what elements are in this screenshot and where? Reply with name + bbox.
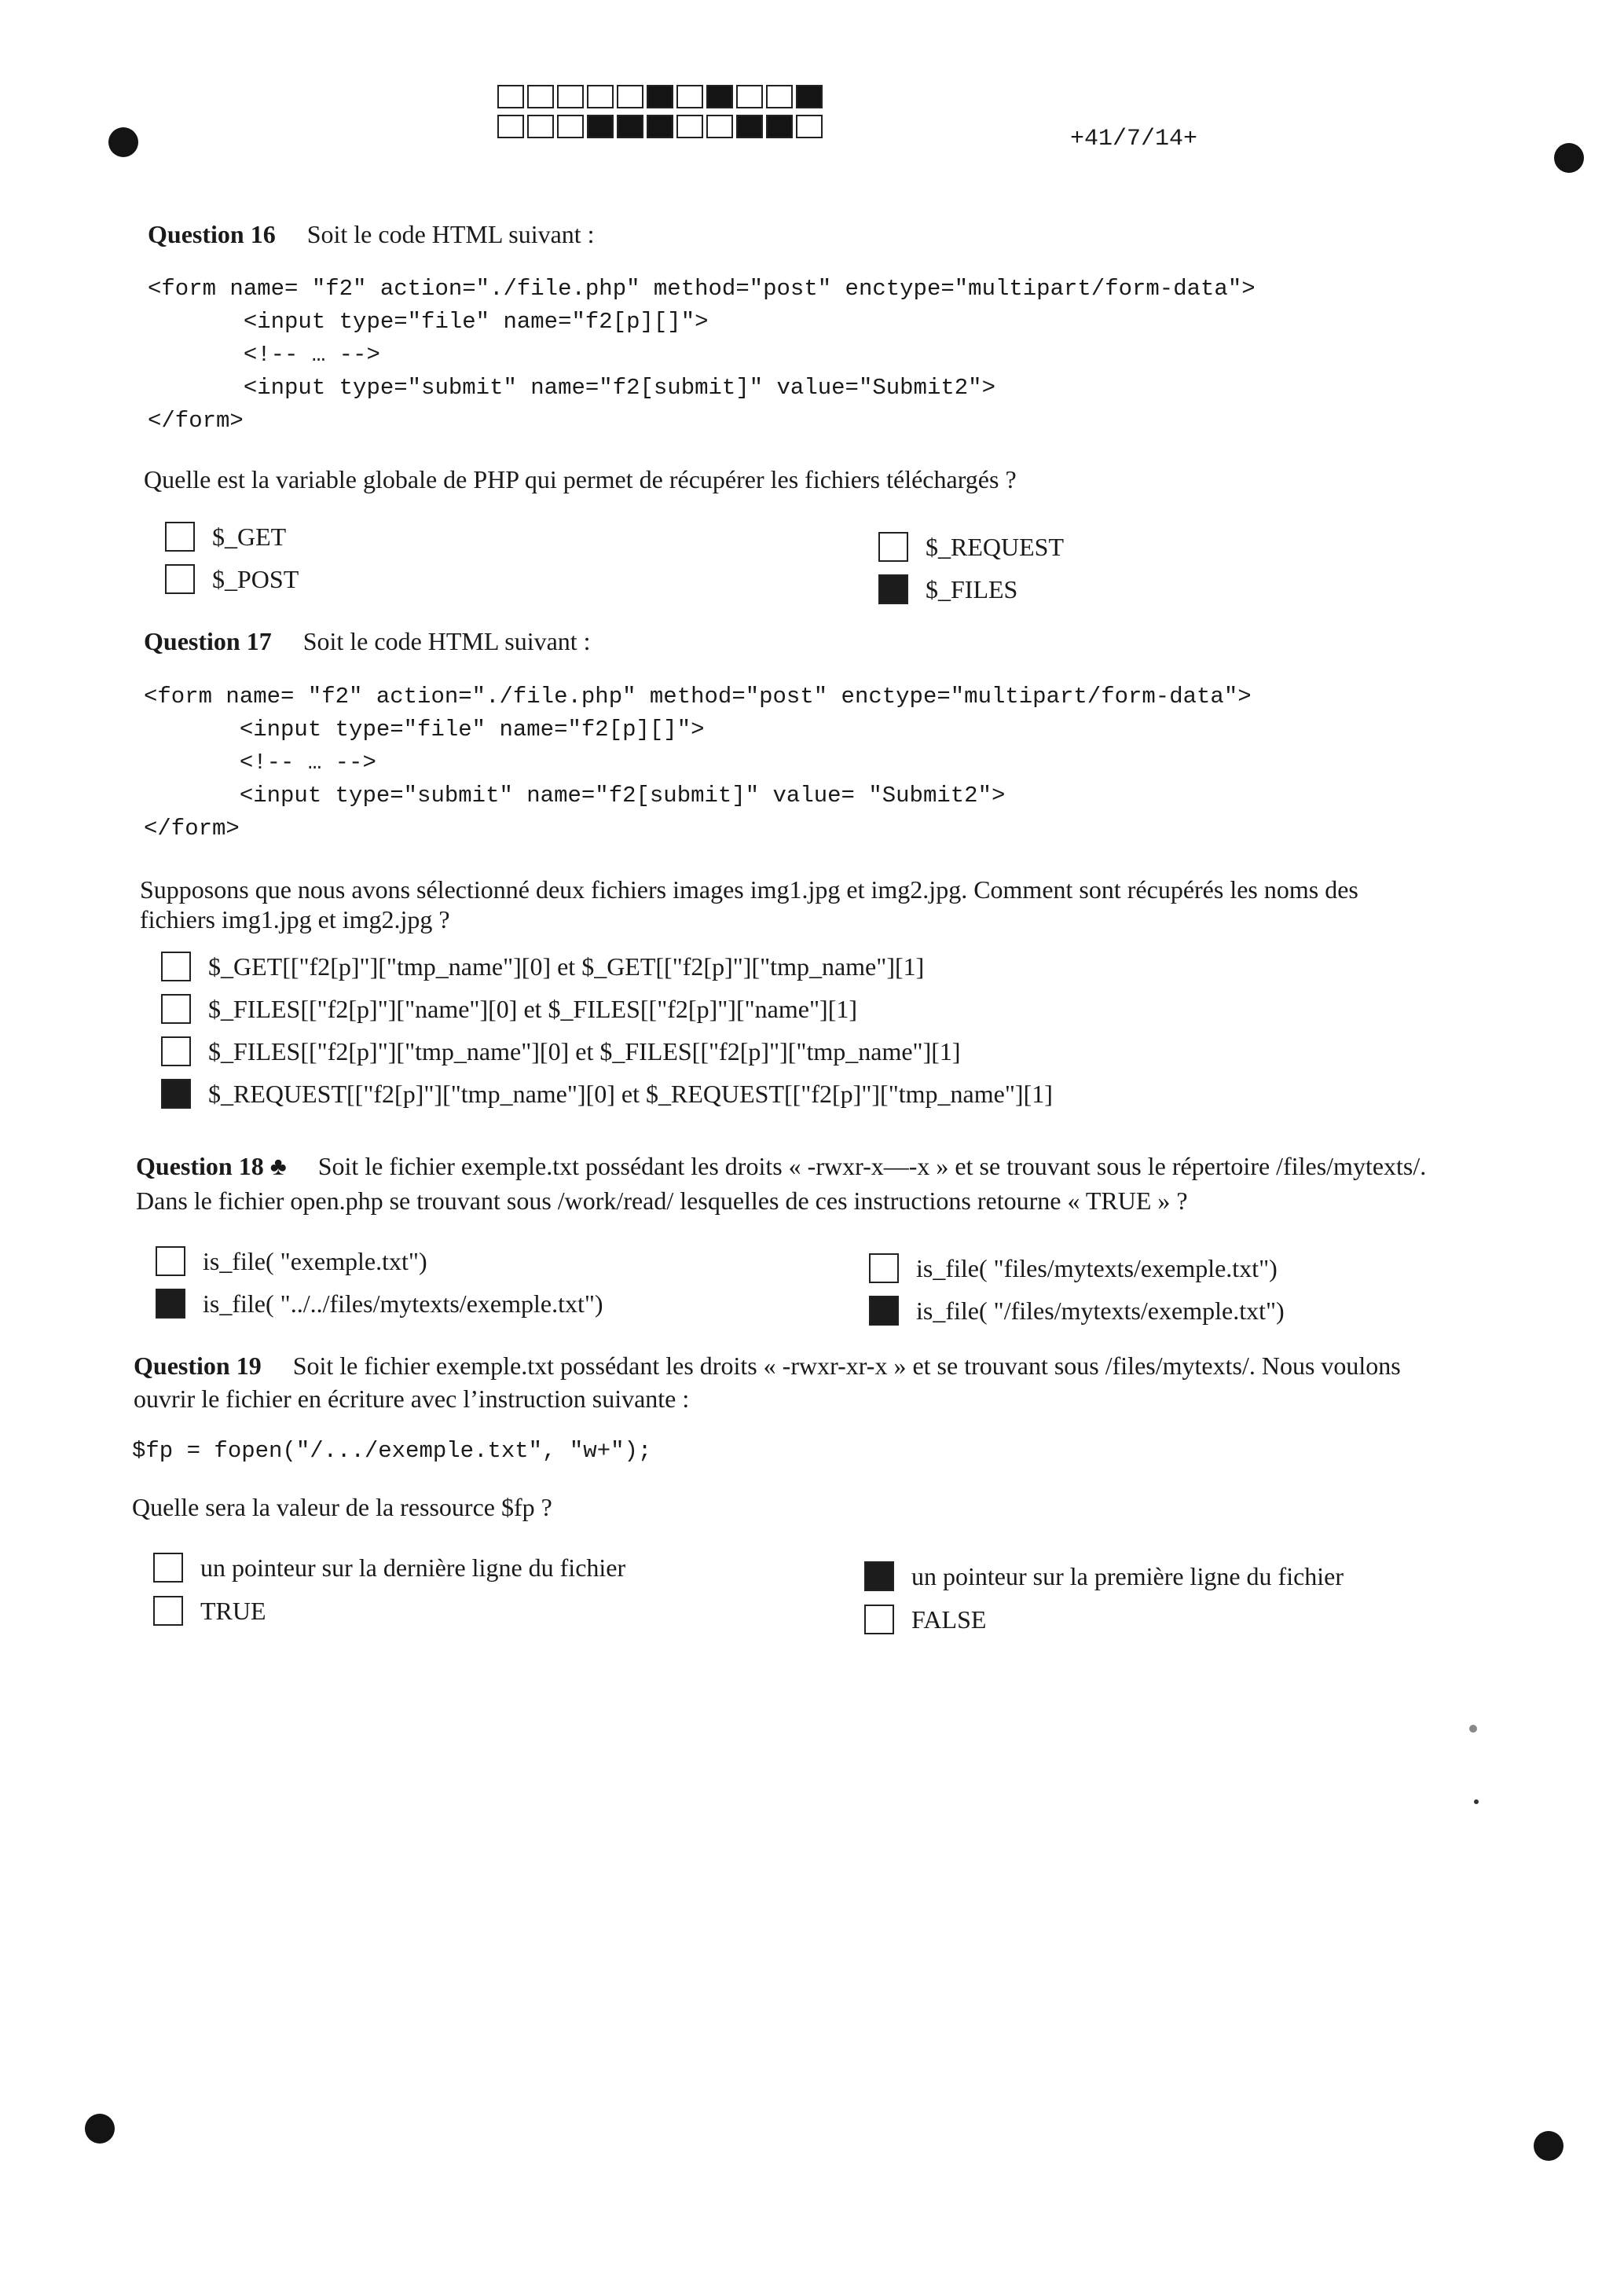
option-label: un pointeur sur la dernière ligne du fichier bbox=[200, 1553, 626, 1582]
code-cell bbox=[557, 115, 584, 138]
question-17-code bbox=[144, 680, 1252, 845]
question-16-label: Question 16 bbox=[148, 220, 276, 248]
scan-speck bbox=[1474, 1799, 1479, 1804]
question-16-heading bbox=[148, 217, 595, 251]
code-cell bbox=[527, 85, 554, 108]
checkbox[interactable] bbox=[161, 1079, 191, 1109]
code-cell bbox=[736, 85, 763, 108]
question-19-label: Question 19 bbox=[134, 1352, 262, 1380]
registration-mark-bottom-left bbox=[85, 2114, 115, 2144]
question-16-text: Quelle est la variable globale de PHP qui permet de récupérer les fichiers téléchargés ? bbox=[144, 465, 1017, 493]
question-17-label: Question 17 bbox=[144, 627, 272, 655]
q19-option-2[interactable] bbox=[153, 1596, 266, 1626]
question-19-line-2: ouvrir le fichier en écriture avec l’instruction suivante : bbox=[134, 1385, 690, 1413]
id-code-row-2 bbox=[497, 115, 826, 138]
question-19-code: $fp = fopen("/.../exemple.txt", "w+"); bbox=[132, 1438, 652, 1464]
option-label: FALSE bbox=[911, 1605, 987, 1634]
question-19-line-1: Soit le fichier exemple.txt possédant les droits « -rwxr-xr-x » et se trouvant sous /files/mytexts/. Nous voulons bbox=[292, 1352, 1401, 1380]
code-cell bbox=[676, 115, 703, 138]
checkbox[interactable] bbox=[161, 1036, 191, 1066]
code-cell bbox=[796, 115, 823, 138]
q18-option-2[interactable] bbox=[156, 1289, 603, 1319]
registration-mark-bottom-right bbox=[1534, 2131, 1564, 2161]
code-cell bbox=[706, 115, 733, 138]
option-label: $_GET bbox=[212, 522, 287, 551]
option-label: TRUE bbox=[200, 1596, 266, 1625]
option-label: un pointeur sur la première ligne du fichier bbox=[911, 1561, 1344, 1590]
q17-option-2[interactable] bbox=[161, 994, 857, 1024]
checkbox[interactable] bbox=[161, 994, 191, 1024]
checkbox[interactable] bbox=[864, 1561, 894, 1591]
question-17-text-line-2: fichiers img1.jpg et img2.jpg ? bbox=[140, 905, 450, 933]
question-17-heading bbox=[144, 624, 591, 658]
q17-option-3[interactable] bbox=[161, 1036, 961, 1066]
checkbox[interactable] bbox=[878, 574, 908, 604]
code-line: <input type="file" name="f2[p][]"> bbox=[144, 717, 705, 743]
checkbox[interactable] bbox=[165, 564, 195, 594]
code-cell bbox=[706, 85, 733, 108]
checkbox[interactable] bbox=[165, 522, 195, 552]
code-cell bbox=[497, 115, 524, 138]
code-line: <input type="submit" name="f2[submit]" value= "Submit2"> bbox=[144, 783, 1006, 809]
code-cell bbox=[647, 115, 673, 138]
q19-option-4[interactable] bbox=[864, 1605, 986, 1634]
checkbox[interactable] bbox=[878, 532, 908, 562]
question-17-text-line-1: Supposons que nous avons sélectionné deux fichiers images img1.jpg et img2.jpg. Comment sont récupérés les noms des bbox=[140, 875, 1358, 904]
checkbox[interactable] bbox=[156, 1246, 185, 1276]
option-label: $_POST bbox=[212, 564, 299, 593]
code-cell bbox=[527, 115, 554, 138]
question-19-heading bbox=[134, 1348, 1401, 1383]
question-18-label: Question 18 bbox=[136, 1152, 264, 1180]
option-label: $_FILES bbox=[926, 574, 1018, 603]
code-line: <!-- … --> bbox=[148, 342, 380, 368]
q19-option-1[interactable] bbox=[153, 1553, 625, 1583]
q18-option-1[interactable] bbox=[156, 1246, 427, 1276]
code-line: <!-- … --> bbox=[144, 750, 376, 776]
option-label: is_file( "files/mytexts/exemple.txt") bbox=[916, 1253, 1278, 1282]
question-17-prompt: Soit le code HTML suivant : bbox=[302, 627, 591, 655]
code-cell bbox=[676, 85, 703, 108]
code-line: <form name= "f2" action="./file.php" method="post" enctype="multipart/form-data"> bbox=[144, 684, 1252, 710]
question-18-line-2: Dans le fichier open.php se trouvant sous /work/read/ lesquelles de ces instructions retourne « TRUE » ? bbox=[136, 1187, 1188, 1215]
id-code-row-1 bbox=[497, 85, 826, 108]
checkbox[interactable] bbox=[161, 952, 191, 981]
code-line: <input type="file" name="f2[p][]"> bbox=[148, 309, 709, 335]
q16-option-get[interactable] bbox=[165, 522, 286, 552]
club-icon: ♣ bbox=[269, 1152, 287, 1180]
question-16-code bbox=[148, 273, 1256, 438]
checkbox[interactable] bbox=[869, 1296, 899, 1326]
q17-option-1[interactable] bbox=[161, 952, 924, 981]
checkbox[interactable] bbox=[869, 1253, 899, 1283]
code-line: </form> bbox=[144, 816, 240, 842]
option-label: is_file( "/files/mytexts/exemple.txt") bbox=[916, 1296, 1285, 1325]
question-18-heading bbox=[136, 1149, 1426, 1183]
q16-option-request[interactable] bbox=[878, 532, 1064, 562]
option-label: is_file( "exemple.txt") bbox=[203, 1246, 427, 1275]
code-cell bbox=[736, 115, 763, 138]
checkbox[interactable] bbox=[864, 1605, 894, 1634]
code-cell bbox=[587, 85, 614, 108]
code-cell bbox=[617, 115, 643, 138]
option-label: $_REQUEST[["f2[p]"]["tmp_name"][0] et $_REQUEST[["f2[p]"]["tmp_name"][1] bbox=[208, 1079, 1053, 1108]
q19-option-3[interactable] bbox=[864, 1561, 1344, 1591]
code-cell bbox=[497, 85, 524, 108]
code-cell bbox=[587, 115, 614, 138]
option-label: $_GET[["f2[p]"]["tmp_name"][0] et $_GET[["f2[p]"]["tmp_name"][1] bbox=[208, 952, 925, 981]
q16-option-post[interactable] bbox=[165, 564, 299, 594]
code-cell bbox=[647, 85, 673, 108]
code-cell bbox=[796, 85, 823, 108]
question-19-question: Quelle sera la valeur de la ressource $fp ? bbox=[132, 1493, 552, 1521]
q16-option-files[interactable] bbox=[878, 574, 1017, 604]
option-label: $_FILES[["f2[p]"]["tmp_name"][0] et $_FILES[["f2[p]"]["tmp_name"][1] bbox=[208, 1036, 961, 1065]
code-cell bbox=[766, 85, 793, 108]
option-label: $_REQUEST bbox=[926, 532, 1064, 561]
code-cell bbox=[766, 115, 793, 138]
registration-mark-top-right bbox=[1554, 143, 1584, 173]
code-cell bbox=[557, 85, 584, 108]
page-id: +41/7/14+ bbox=[1070, 126, 1198, 152]
option-label: $_FILES[["f2[p]"]["name"][0] et $_FILES[["f2[p]"]["name"][1] bbox=[208, 994, 857, 1023]
checkbox[interactable] bbox=[153, 1553, 183, 1583]
code-cell bbox=[617, 85, 643, 108]
checkbox[interactable] bbox=[153, 1596, 183, 1626]
question-16-prompt: Soit le code HTML suivant : bbox=[306, 220, 595, 248]
checkbox[interactable] bbox=[156, 1289, 185, 1319]
option-label: is_file( "../../files/mytexts/exemple.txt") bbox=[203, 1289, 603, 1318]
code-line: <input type="submit" name="f2[submit]" value="Submit2"> bbox=[148, 375, 995, 401]
registration-mark-top-left bbox=[108, 127, 138, 157]
code-line: <form name= "f2" action="./file.php" method="post" enctype="multipart/form-data"> bbox=[148, 276, 1256, 302]
q17-option-4[interactable] bbox=[161, 1079, 1053, 1109]
question-18-line-1: Soit le fichier exemple.txt possédant les droits « -rwxr-x—-x » et se trouvant sous le répertoire /files/mytexts/. bbox=[317, 1152, 1427, 1180]
code-line: </form> bbox=[148, 408, 244, 434]
scan-speck bbox=[1469, 1725, 1477, 1733]
q18-option-4[interactable] bbox=[869, 1296, 1285, 1326]
q18-option-3[interactable] bbox=[869, 1253, 1278, 1283]
